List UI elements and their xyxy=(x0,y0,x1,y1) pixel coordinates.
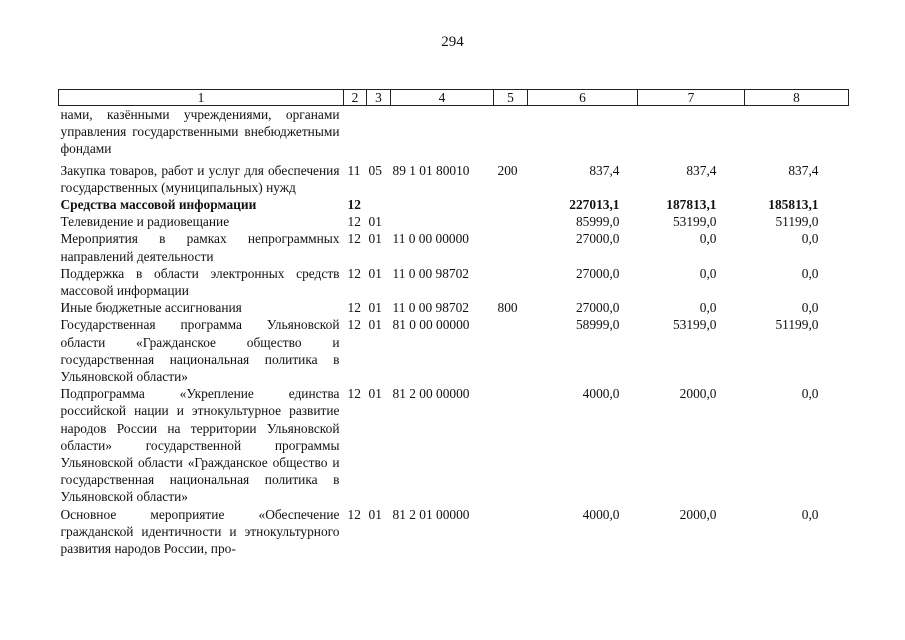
row-target-article-cell: 81 2 00 00000 xyxy=(392,386,470,402)
table-row xyxy=(59,506,849,558)
row-target-article-cell: 81 2 01 00000 xyxy=(392,506,470,522)
row-expense-type-cell xyxy=(494,265,528,299)
row-amount-col7-cell xyxy=(638,106,745,158)
budget-table xyxy=(58,89,849,557)
row-expense-type-cell xyxy=(494,316,528,385)
row-amount-col8-cell: 185813,1 xyxy=(768,197,819,213)
row-expense-type-cell xyxy=(494,196,528,213)
header-col-2: 2 xyxy=(344,90,367,106)
row-target-article-cell xyxy=(391,106,494,158)
row-podrazdel-cell: 01 xyxy=(368,214,382,230)
header-col-3: 3 xyxy=(367,90,391,106)
row-podrazdel-cell: 01 xyxy=(368,386,382,402)
table-row xyxy=(59,385,849,505)
row-name-cell: нами, казёнными учреждениями, органами управления государственными внебюджетными фондами xyxy=(60,107,340,157)
row-name-cell: Иные бюджетные ассигнования xyxy=(60,300,242,316)
row-amount-col8-cell: 0,0 xyxy=(801,386,819,402)
row-expense-type-cell xyxy=(494,506,528,558)
row-name-cell: Средства массовой информации xyxy=(60,197,257,213)
row-amount-col6-cell: 227013,1 xyxy=(569,197,620,213)
table-header-row xyxy=(59,90,849,106)
row-expense-type-cell xyxy=(494,213,528,230)
row-amount-col8-cell: 51199,0 xyxy=(775,317,819,333)
row-razdel-cell xyxy=(344,106,367,158)
header-col-5: 5 xyxy=(494,90,528,106)
row-expense-type-cell: 800 xyxy=(497,300,518,316)
row-podrazdel-cell: 01 xyxy=(368,506,382,522)
row-target-article-cell xyxy=(391,196,494,213)
header-col-1: 1 xyxy=(59,90,344,106)
row-razdel-cell: 12 xyxy=(347,197,361,213)
table-body xyxy=(59,106,849,558)
row-amount-col7-cell: 0,0 xyxy=(699,265,717,281)
row-razdel-cell: 12 xyxy=(347,300,361,316)
table-row xyxy=(59,158,849,196)
row-amount-col6-cell: 85999,0 xyxy=(575,214,620,230)
table-row xyxy=(59,196,849,213)
row-name-cell: Закупка товаров, работ и услуг для обеспечения государственных (муниципальных) нужд xyxy=(60,162,340,195)
row-target-article-cell: 11 0 00 98702 xyxy=(392,265,469,281)
row-name-cell: Мероприятия в рамках непрограммных направлений деятельности xyxy=(60,231,340,264)
row-amount-col7-cell: 2000,0 xyxy=(679,386,717,402)
row-name-cell: Телевидение и радиовещание xyxy=(60,214,230,230)
table-row xyxy=(59,299,849,316)
row-podrazdel-cell: 01 xyxy=(368,300,382,316)
row-name-cell: Поддержка в области электронных средств массовой информации xyxy=(60,265,340,299)
row-amount-col6-cell: 58999,0 xyxy=(575,317,620,333)
row-amount-col8-cell: 0,0 xyxy=(801,506,819,522)
row-amount-col7-cell: 0,0 xyxy=(699,300,717,316)
row-target-article-cell: 89 1 01 80010 xyxy=(392,162,470,178)
header-col-8: 8 xyxy=(745,90,849,106)
row-name-cell: Подпрограмма «Укрепление единства российской нации и этнокультурное развитие народов России на территории Ульяновской области» государственной программы Ульяновской области «Гражданское общество и государственная национальная политика в Ульяновской области» xyxy=(60,386,340,505)
row-expense-type-cell xyxy=(494,385,528,505)
row-amount-col6-cell: 27000,0 xyxy=(575,265,620,281)
row-name-cell: Государственная программа Ульяновской области «Гражданское общество и государственная национальная политика в Ульяновской области» xyxy=(60,317,340,385)
table-row xyxy=(59,316,849,385)
row-target-article-cell xyxy=(391,213,494,230)
row-amount-col6-cell: 4000,0 xyxy=(582,506,620,522)
row-podrazdel-cell xyxy=(367,196,391,213)
row-podrazdel-cell: 05 xyxy=(368,162,382,178)
table-row xyxy=(59,213,849,230)
table-row xyxy=(59,265,849,299)
row-expense-type-cell xyxy=(494,230,528,264)
row-amount-col7-cell: 53199,0 xyxy=(672,317,717,333)
row-amount-col6-cell: 27000,0 xyxy=(575,231,620,247)
row-razdel-cell: 12 xyxy=(347,231,361,247)
row-target-article-cell: 81 0 00 00000 xyxy=(392,317,470,333)
table-row xyxy=(59,230,849,264)
row-amount-col7-cell: 0,0 xyxy=(699,231,717,247)
row-razdel-cell: 12 xyxy=(347,506,361,522)
row-amount-col6-cell: 837,4 xyxy=(589,162,620,178)
table-row xyxy=(59,106,849,158)
header-col-4: 4 xyxy=(391,90,494,106)
row-amount-col7-cell: 187813,1 xyxy=(666,197,717,213)
row-amount-col7-cell: 2000,0 xyxy=(679,506,717,522)
row-podrazdel-cell: 01 xyxy=(368,317,382,333)
row-amount-col8-cell: 0,0 xyxy=(801,300,819,316)
row-amount-col8-cell: 0,0 xyxy=(801,231,819,247)
page-number: 294 xyxy=(441,34,464,50)
row-podrazdel-cell xyxy=(367,106,391,158)
row-razdel-cell: 12 xyxy=(347,317,361,333)
row-razdel-cell: 11 xyxy=(347,162,361,178)
row-razdel-cell: 12 xyxy=(347,265,361,281)
row-expense-type-cell: 200 xyxy=(497,162,518,178)
row-podrazdel-cell: 01 xyxy=(368,265,382,281)
row-target-article-cell: 11 0 00 98702 xyxy=(392,300,469,316)
row-podrazdel-cell: 01 xyxy=(368,231,382,247)
row-amount-col7-cell: 837,4 xyxy=(686,162,717,178)
row-amount-col8-cell: 0,0 xyxy=(801,265,819,281)
row-amount-col8-cell xyxy=(745,106,849,158)
row-amount-col8-cell: 51199,0 xyxy=(775,214,819,230)
row-amount-col6-cell xyxy=(528,106,638,158)
row-amount-col7-cell: 53199,0 xyxy=(672,214,717,230)
row-amount-col6-cell: 27000,0 xyxy=(575,300,620,316)
row-razdel-cell: 12 xyxy=(347,214,361,230)
row-razdel-cell: 12 xyxy=(347,386,361,402)
row-amount-col8-cell: 837,4 xyxy=(788,162,819,178)
row-name-cell: Основное мероприятие «Обеспечение гражданской идентичности и этнокультурного развития народов России, про- xyxy=(60,506,340,557)
row-amount-col6-cell: 4000,0 xyxy=(582,386,620,402)
header-col-6: 6 xyxy=(528,90,638,106)
header-col-7: 7 xyxy=(638,90,745,106)
row-target-article-cell: 11 0 00 00000 xyxy=(392,231,469,247)
row-expense-type-cell xyxy=(494,106,528,158)
